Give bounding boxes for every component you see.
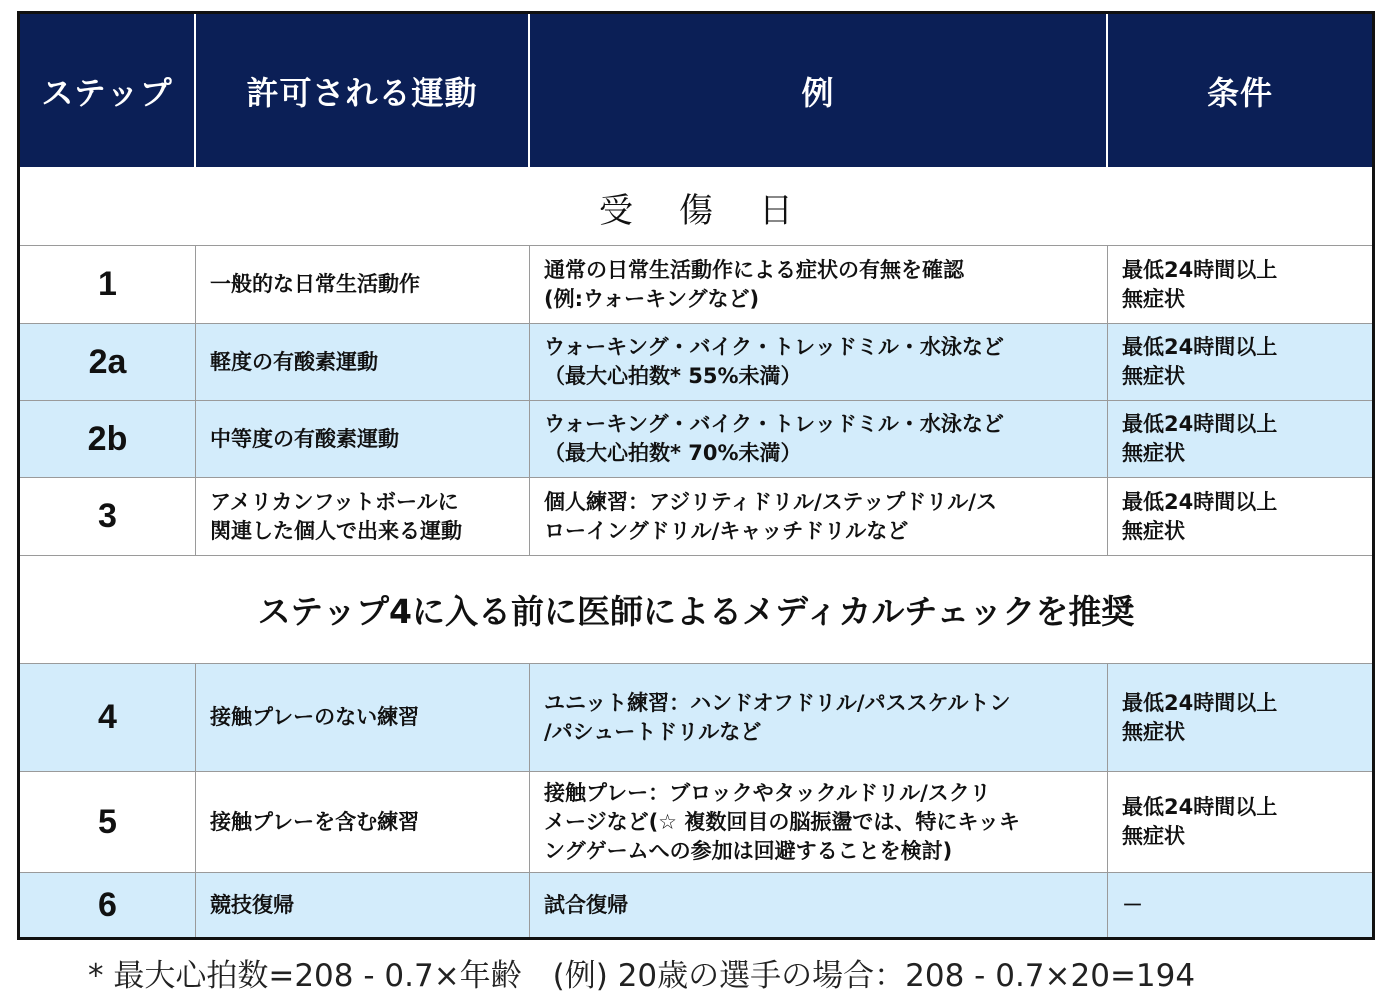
table-row (20, 664, 1372, 772)
exercise-text: 軽度の有酸素運動 (196, 324, 530, 400)
exercise-text: 競技復帰 (196, 873, 530, 937)
return-to-play-table (17, 11, 1375, 940)
step-number: 2b (20, 401, 196, 477)
max-heart-rate-footnote: * 最大心拍数=208 - 0.7×年齢 (例) 20歳の選手の場合：208 - 0.7×20=194 (88, 958, 1196, 994)
header-condition: 条件 (1206, 73, 1273, 112)
condition-text: 最低24時間以上 無症状 (1122, 412, 1278, 465)
example-text: ウォーキング・バイク・トレッドミル・水泳など （最大心拍数* 70%未満） (530, 401, 1108, 477)
example-text: ウォーキング・バイク・トレッドミル・水泳など （最大心拍数* 55%未満） (530, 324, 1108, 400)
table-row (20, 246, 1372, 324)
table-row (20, 772, 1372, 873)
step-number: 2a (20, 324, 196, 400)
exercise-text: 接触プレーを含む練習 (196, 772, 530, 872)
injury-day-band: 受傷日 (20, 169, 1372, 246)
header-exercise: 許可される運動 (196, 14, 530, 167)
exercise-text: 一般的な日常生活動作 (196, 246, 530, 323)
step-number: 1 (20, 246, 196, 323)
example-text: 接触プレー：ブロックやタックルドリル/スクリ メージなど(☆ 複数回目の脳振盪では、特にキッキ ングゲームへの参加は回避することを検討) (530, 772, 1108, 872)
table-row (20, 401, 1372, 478)
condition-text: 最低24時間以上 無症状 (1122, 795, 1278, 848)
condition-text: 最低24時間以上 無症状 (1122, 335, 1278, 388)
exercise-text: 中等度の有酸素運動 (196, 401, 530, 477)
step-number: 3 (20, 478, 196, 555)
exercise-text: 接触プレーのない練習 (196, 664, 530, 771)
condition-text: 最低24時間以上 無症状 (1122, 257, 1278, 311)
condition-text: 最低24時間以上 無症状 (1122, 690, 1278, 744)
table-row (20, 478, 1372, 556)
example-text: 通常の日常生活動作による症状の有無を確認 (例:ウォーキングなど) (530, 246, 1108, 323)
example-text: ユニット練習：ハンドオフドリル/パススケルトン /パシュートドリルなど (530, 664, 1108, 771)
step-number: 4 (20, 664, 196, 771)
table-row (20, 324, 1372, 401)
step-number: 6 (20, 873, 196, 937)
table-row (20, 873, 1372, 937)
step-number: 5 (20, 772, 196, 872)
exercise-text: アメリカンフットボールに 関連した個人で出来る運動 (196, 478, 530, 555)
header-step: ステップ (20, 14, 196, 167)
condition-text: － (1122, 892, 1143, 917)
condition-text: 最低24時間以上 無症状 (1122, 489, 1278, 543)
table-header (20, 14, 1372, 169)
header-example: 例 (530, 14, 1108, 167)
medical-check-notice: ステップ4に入る前に医師によるメディカルチェックを推奨 (20, 556, 1372, 664)
example-text: 試合復帰 (530, 873, 1108, 937)
example-text: 個人練習：アジリティドリル/ステップドリル/ス ローイングドリル/キャッチドリルなど (530, 478, 1108, 555)
